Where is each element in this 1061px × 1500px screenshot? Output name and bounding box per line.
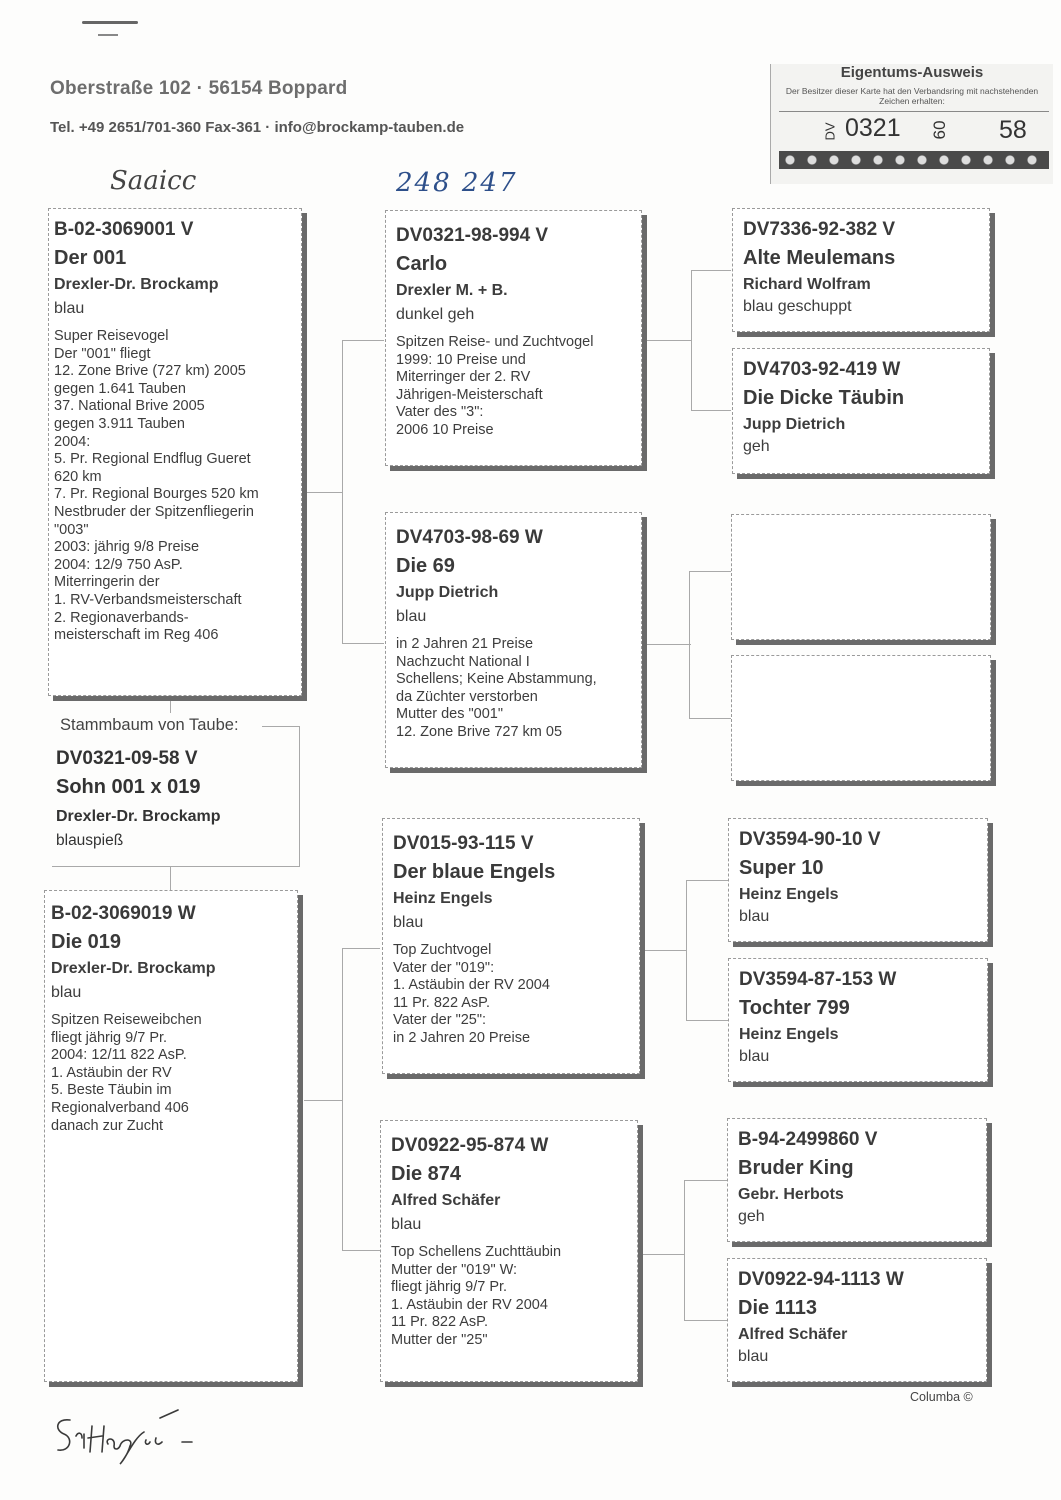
pigeon-name: Alte Meulemans: [743, 247, 896, 269]
ownership-card-subtitle: Der Besitzer dieser Karte hat den Verbandsring mit nachstehenden Zeichen erhalten:: [785, 86, 1039, 106]
header-contact: Tel. +49 2651/701-360 Fax-361 · info@brockamp-tauben.de: [50, 119, 465, 136]
breeder-name: Drexler-Dr. Brockamp: [56, 808, 221, 825]
connector-line: [642, 1254, 684, 1255]
pigeon-color: blau: [54, 300, 85, 317]
pedigree-card-grandmother-paternal: [385, 512, 642, 768]
pedigree-label: Stammbaum von Taube:: [60, 716, 239, 734]
subject-pigeon: [52, 712, 300, 865]
pigeon-name: Der 001: [54, 247, 127, 269]
handwritten-signature: [48, 1408, 248, 1468]
connector-line: [170, 697, 171, 713]
pigeon-notes: in 2 Jahren 21 Preise Nachzucht National I Schellens; Keine Abstammung, da Züchter verstorben Mutter des "001" 12. Zone Brive 727 km 05: [396, 636, 597, 740]
connector-line: [689, 718, 731, 719]
pigeon-color: blauspieß: [56, 832, 124, 849]
pigeon-notes: Spitzen Reiseweibchen fliegt jährig 9/7 Pr. 2004: 12/11 822 AsP. 1. Astäubin der RV 5. Beste Täubin im Regionalverband 406 danach zur Zucht: [51, 1012, 202, 1134]
connector-line: [689, 571, 690, 718]
copyright-note: Columba ©: [910, 1390, 973, 1404]
pedigree-card-grandfather-paternal: [385, 210, 642, 466]
connector-line: [304, 492, 342, 493]
connector-line: [686, 1020, 728, 1021]
connector-line: [691, 270, 731, 271]
connector-line: [342, 948, 380, 949]
pigeon-color: blau: [739, 1048, 770, 1065]
pigeon-name: Tochter 799: [739, 997, 850, 1019]
pedigree-card-great-grandparent: [728, 818, 988, 942]
pedigree-card-great-grandparent: [727, 1258, 987, 1382]
scan-mark: [98, 34, 118, 36]
pigeon-color: blau: [393, 914, 424, 931]
ring-number: B-02-3069019 W: [51, 903, 196, 924]
connector-line: [646, 340, 691, 341]
connector-line: [646, 644, 691, 645]
connector-line: [684, 1180, 728, 1181]
ring-club: 0321: [845, 114, 901, 142]
breeder-name: Richard Wolfram: [743, 276, 871, 293]
pigeon-notes: Top Zuchtvogel Vater der "019": 1. Astäubin der RV 2004 11 Pr. 822 AsP. Vater der "25": in 2 Jahren 20 Preise: [393, 942, 550, 1046]
pedigree-card-great-grandparent: [728, 958, 988, 1082]
breeder-name: Heinz Engels: [739, 886, 839, 903]
ring-number: DV0922-94-1113 W: [738, 1269, 904, 1290]
connector-line: [686, 880, 728, 881]
connector-line: [689, 571, 731, 572]
pigeon-color: blau: [396, 608, 427, 625]
pigeon-name: Bruder King: [738, 1157, 854, 1179]
connector-line: [170, 866, 171, 890]
pigeon-name: Die Dicke Täubin: [743, 387, 905, 409]
pedigree-card-grandmother-maternal: [380, 1120, 638, 1382]
pigeon-name: Die 019: [51, 931, 122, 953]
pedigree-card-grandfather-maternal: [382, 818, 640, 1074]
breeder-name: Jupp Dietrich: [396, 584, 499, 601]
ring-number: DV0321-98-994 V: [396, 225, 549, 246]
breeder-name: Jupp Dietrich: [743, 416, 846, 433]
pedigree-card-great-grandparent-empty: [731, 514, 991, 640]
breeder-name: Alfred Schäfer: [391, 1192, 501, 1209]
ring-year: 09: [929, 120, 949, 140]
pigeon-notes: Super Reisevogel Der "001" fliegt 12. Zone Brive (727 km) 2005 gegen 1.641 Tauben 37. National Brive 2005 gegen 3.911 Tauben 2004: 5. Pr. Regional Endflug Gueret 620 km 7. Pr. Regional Bourges 520 km Nestbruder der Spitzenfliegerin "003" 2003: jährig 9/8 Preise 2004: 12/9 750 AsP. Miterringerin der 1. RV-Verbandsmeisterschaft 2. Regionaverbands- meisterschaft im Reg 406: [54, 328, 259, 644]
pigeon-name: Die 874: [391, 1163, 462, 1185]
connector-line: [304, 1100, 342, 1101]
ring-prefix: DV: [822, 122, 838, 141]
pigeon-color: blau: [738, 1348, 769, 1365]
header-address: Oberstraße 102 · 56154 Boppard: [50, 78, 348, 99]
breeder-name: Drexler-Dr. Brockamp: [54, 276, 219, 293]
pigeon-color: geh: [743, 438, 770, 455]
pedigree-card-great-grandparent: [727, 1118, 987, 1242]
connector-line: [642, 950, 687, 951]
ring-number: B-94-2499860 V: [738, 1129, 878, 1150]
divider: [779, 111, 1049, 112]
ornament-band: [779, 151, 1049, 169]
ring-number: B-02-3069001 V: [54, 219, 194, 240]
connector-line: [342, 340, 384, 341]
breeder-name: Gebr. Herbots: [738, 1186, 844, 1203]
pedigree-card-mother: [44, 890, 298, 1382]
connector-line: [52, 866, 300, 867]
pedigree-card-great-grandparent: [732, 208, 990, 332]
pigeon-color: dunkel geh: [396, 306, 475, 323]
pigeon-notes: Spitzen Reise- und Zuchtvogel 1999: 10 Preise und Miterringer der 2. RV Jährigen-Meisterschaft Vater des "3": 2006 10 Preise: [396, 334, 594, 438]
ring-number: DV4703-92-419 W: [743, 359, 901, 380]
breeder-name: Alfred Schäfer: [738, 1326, 848, 1343]
connector-line: [691, 410, 731, 411]
pigeon-name: Carlo: [396, 253, 448, 275]
connector-line: [691, 270, 692, 410]
pigeon-color: blau geschuppt: [743, 298, 852, 315]
pigeon-name: Die 69: [396, 555, 455, 577]
connector-line: [342, 643, 384, 644]
pigeon-name: Super 10: [739, 857, 824, 879]
pigeon-color: geh: [738, 1208, 765, 1225]
pedigree-card-great-grandparent: [732, 348, 990, 474]
scan-mark: [82, 21, 138, 24]
pedigree-card-great-grandparent-empty: [731, 655, 991, 781]
connector-line: [342, 948, 343, 1250]
ring-number: DV0922-95-874 W: [391, 1135, 549, 1156]
pedigree-card-father: [48, 208, 302, 696]
connector-line: [686, 880, 687, 1020]
connector-line: [684, 1180, 685, 1320]
handwritten-numbers: 248 247: [396, 168, 518, 198]
connector-line: [684, 1320, 728, 1321]
ring-number: DV7336-92-382 V: [743, 219, 896, 240]
ring-number: DV0321-09-58 V: [56, 748, 198, 769]
connector-line: [342, 1250, 380, 1251]
ring-number: DV4703-98-69 W: [396, 527, 543, 548]
pigeon-name: Der blaue Engels: [393, 861, 556, 883]
ring-number: 58: [999, 116, 1027, 144]
breeder-name: Drexler M. + B.: [396, 282, 508, 299]
pigeon-color: blau: [739, 908, 770, 925]
pigeon-name: Sohn 001 x 019: [56, 776, 201, 798]
pigeon-color: blau: [391, 1216, 422, 1233]
ring-number: DV3594-87-153 W: [739, 969, 897, 990]
connector-line: [342, 340, 343, 643]
ring-number: DV015-93-115 V: [393, 833, 534, 854]
pigeon-color: blau: [51, 984, 82, 1001]
ownership-card-title: Eigentums-Ausweis: [840, 64, 984, 81]
ownership-card: [770, 64, 1053, 184]
handwritten-name: Saaicc: [110, 166, 197, 196]
ring-number: DV3594-90-10 V: [739, 829, 881, 850]
breeder-name: Heinz Engels: [739, 1026, 839, 1043]
pigeon-notes: Top Schellens Zuchttäubin Mutter der "019" W: fliegt jährig 9/7 Pr. 1. Astäubin der RV 2004 11 Pr. 822 AsP. Mutter der "25": [391, 1244, 562, 1348]
breeder-name: Heinz Engels: [393, 890, 493, 907]
breeder-name: Drexler-Dr. Brockamp: [51, 960, 216, 977]
pigeon-name: Die 1113: [738, 1297, 817, 1319]
